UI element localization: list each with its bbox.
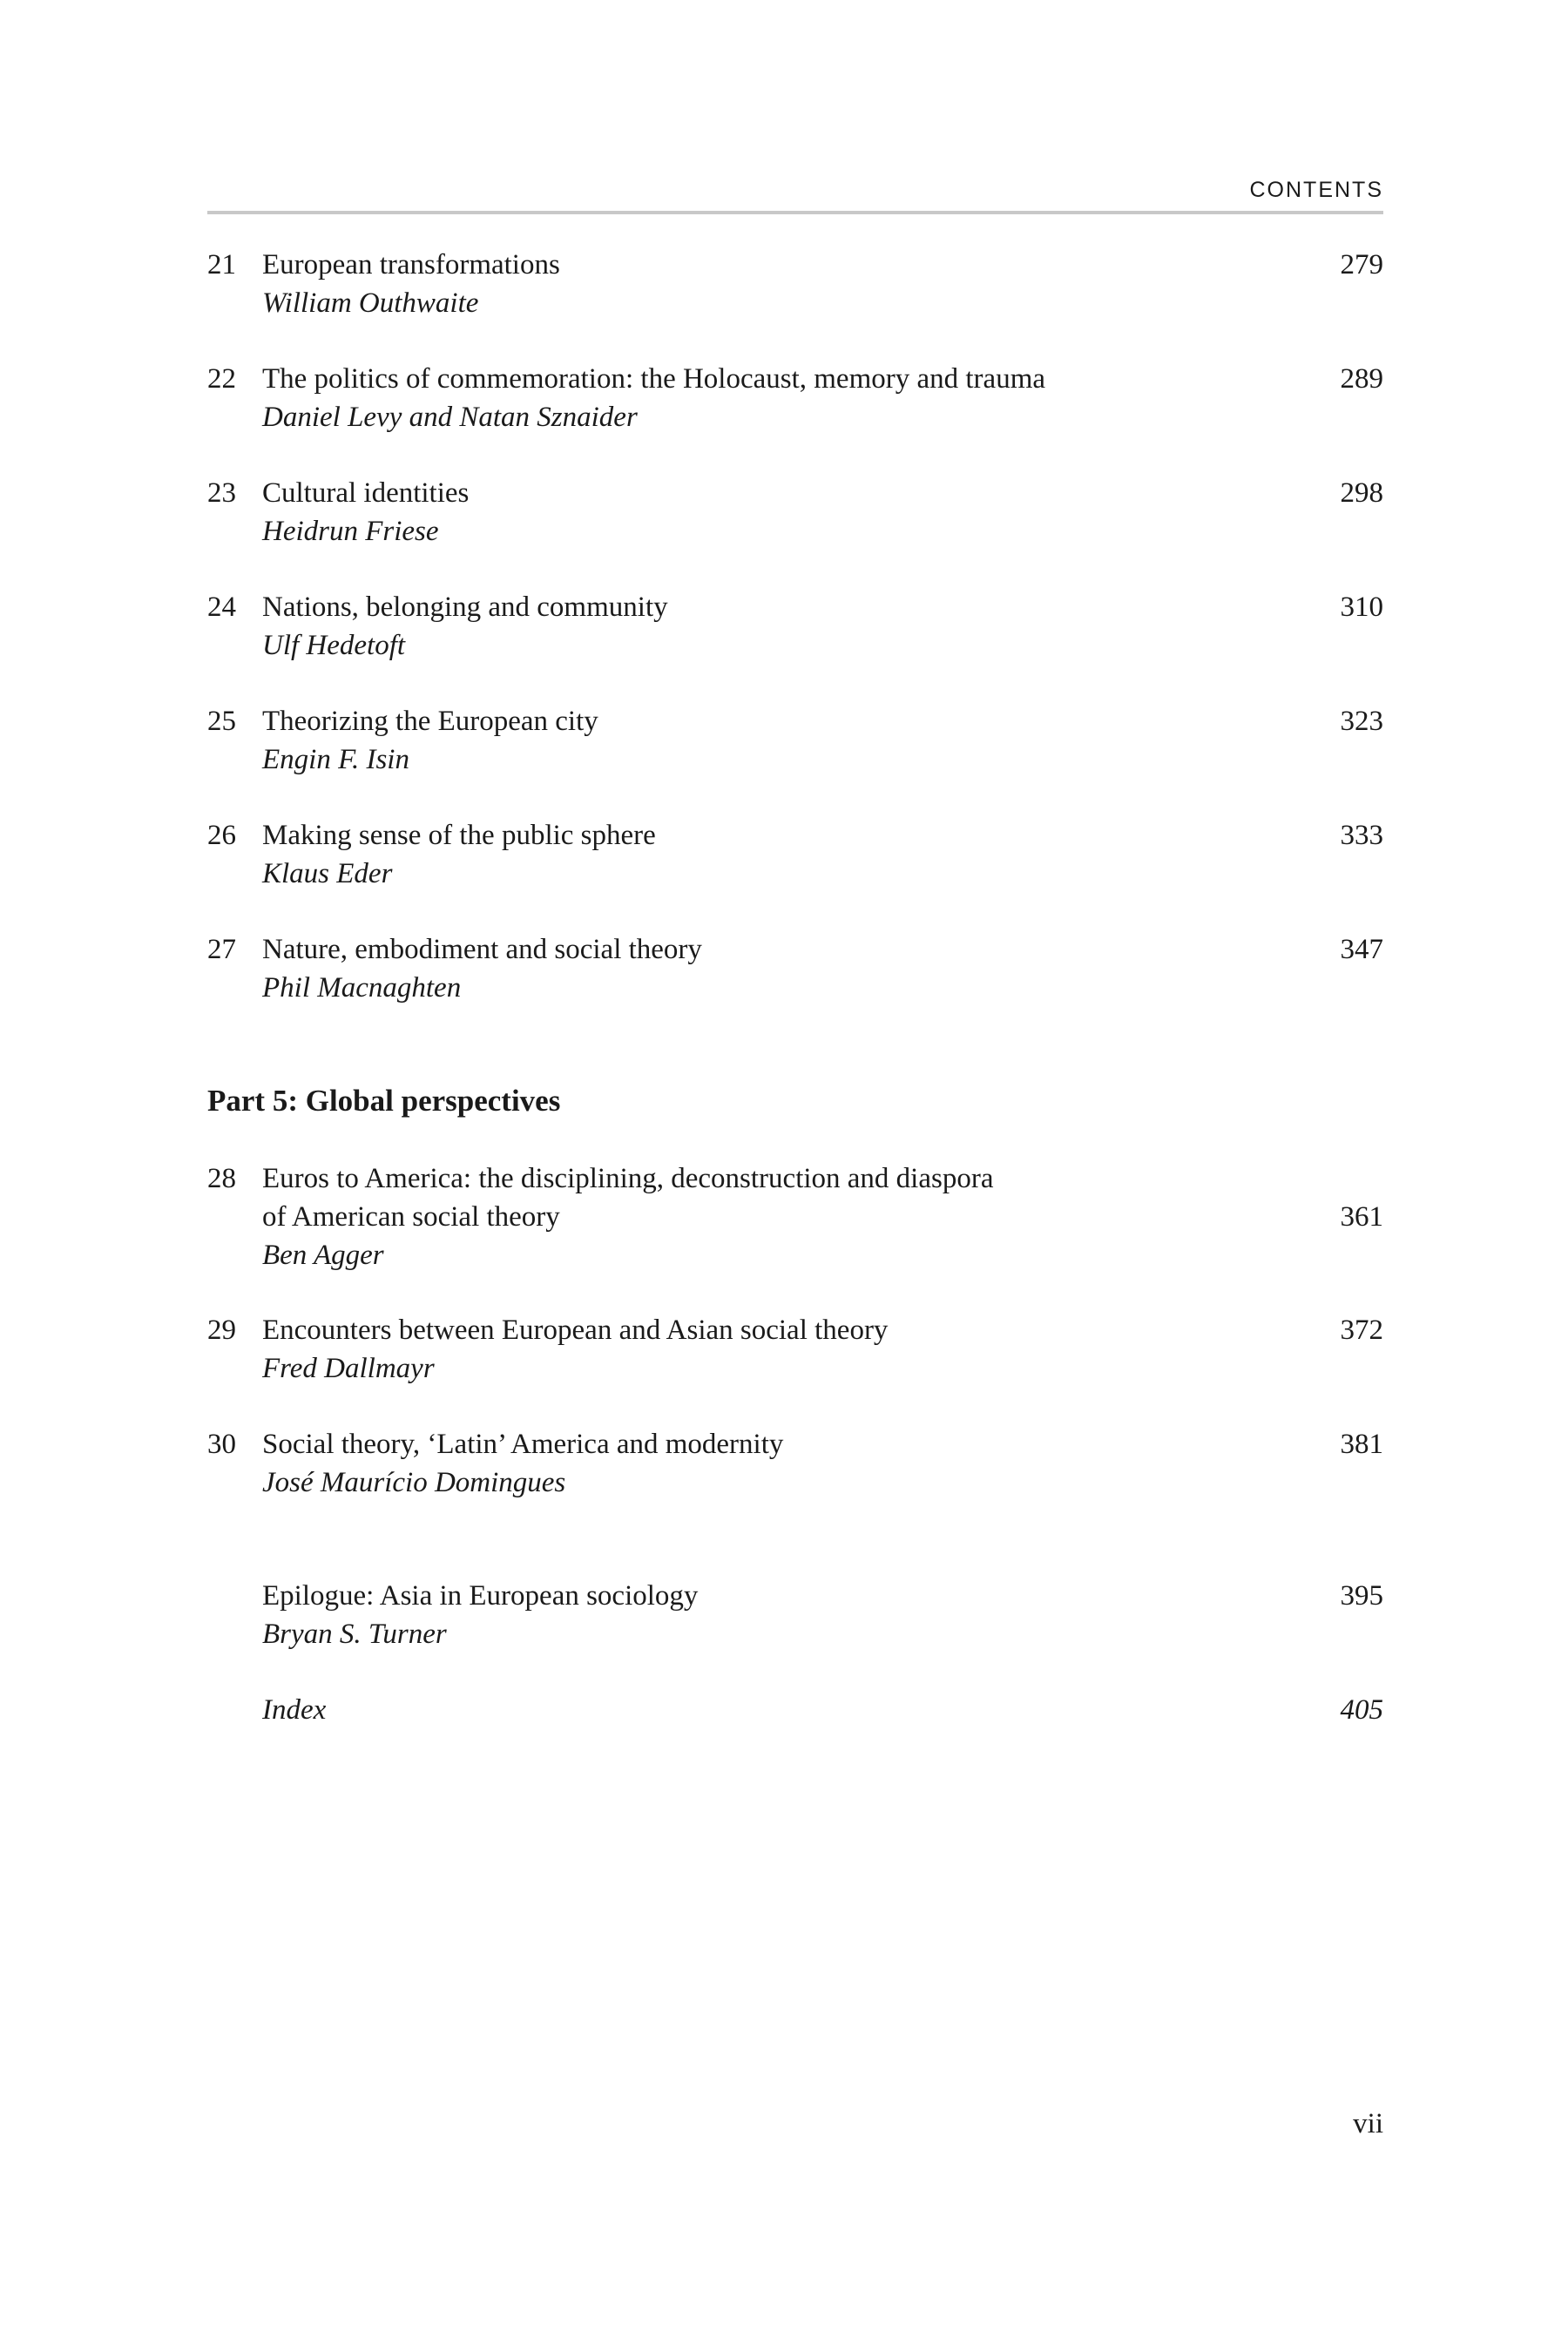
- page-number: 333: [1340, 820, 1383, 851]
- chapter-author: Ben Agger: [262, 1240, 384, 1271]
- toc-entry-24: [207, 588, 1383, 665]
- chapter-number: 24: [207, 591, 236, 623]
- chapter-title-line-1: Euros to America: the disciplining, deconstruction and diaspora: [262, 1163, 994, 1194]
- epilogue-author: Bryan S. Turner: [262, 1619, 447, 1650]
- chapter-author: Engin F. Isin: [262, 744, 409, 775]
- chapter-author: William Outhwaite: [262, 287, 479, 319]
- page-number: 381: [1340, 1429, 1383, 1460]
- chapter-title: Encounters between European and Asian social theory: [262, 1315, 889, 1346]
- toc-entry-29: [207, 1311, 1383, 1388]
- toc-entry-21: [207, 246, 1383, 322]
- chapter-author: Fred Dallmayr: [262, 1353, 435, 1384]
- chapter-title: European transformations: [262, 249, 560, 280]
- toc-entry-30: [207, 1425, 1383, 1502]
- chapter-number: 29: [207, 1315, 236, 1346]
- chapter-number: 22: [207, 363, 236, 395]
- chapter-author: Phil Macnaghten: [262, 972, 462, 1004]
- page-number: 289: [1340, 363, 1383, 395]
- chapter-title: Theorizing the European city: [262, 706, 598, 737]
- chapter-title: Nature, embodiment and social theory: [262, 934, 702, 965]
- page-number: 310: [1340, 591, 1383, 623]
- part-heading: Part 5: Global perspectives: [207, 1084, 561, 1118]
- chapter-title: Nations, belonging and community: [262, 591, 668, 623]
- chapter-title: The politics of commemoration: the Holocaust, memory and trauma: [262, 363, 1046, 395]
- page-number: 323: [1340, 706, 1383, 737]
- toc-entry-epilogue: [207, 1577, 1383, 1653]
- page-number: 361: [1340, 1201, 1383, 1233]
- chapter-title: Cultural identities: [262, 477, 470, 509]
- chapter-author: Heidrun Friese: [262, 516, 439, 547]
- index-title: Index: [262, 1694, 327, 1726]
- chapter-number: 25: [207, 706, 236, 737]
- toc-entry-27: [207, 930, 1383, 1007]
- page-number: 279: [1340, 249, 1383, 280]
- chapter-author: Daniel Levy and Natan Sznaider: [262, 402, 638, 433]
- epilogue-title: Epilogue: Asia in European sociology: [262, 1580, 699, 1612]
- page-number: 298: [1340, 477, 1383, 509]
- toc-entry-25: [207, 702, 1383, 779]
- chapter-number: 27: [207, 934, 236, 965]
- chapter-number: 23: [207, 477, 236, 509]
- chapter-title-line-2: of American social theory: [262, 1201, 560, 1233]
- chapter-author: Klaus Eder: [262, 858, 393, 889]
- toc-entry-index: [207, 1691, 1383, 1729]
- chapter-number: 21: [207, 249, 236, 280]
- page-number: 395: [1340, 1580, 1383, 1612]
- chapter-title: Making sense of the public sphere: [262, 820, 656, 851]
- page-number: 372: [1340, 1315, 1383, 1346]
- toc-entry-28: [207, 1159, 1383, 1274]
- page-number: 405: [1340, 1694, 1383, 1726]
- chapter-author: Ulf Hedetoft: [262, 630, 406, 661]
- toc-entry-26: [207, 816, 1383, 893]
- chapter-author: José Maurício Domingues: [262, 1467, 566, 1498]
- chapter-number: 26: [207, 820, 236, 851]
- chapter-number: 28: [207, 1163, 236, 1194]
- chapter-number: 30: [207, 1429, 236, 1460]
- toc-entry-23: [207, 474, 1383, 551]
- header-rule: [207, 211, 1383, 214]
- page-number: 347: [1340, 934, 1383, 965]
- toc-entry-22: [207, 360, 1383, 436]
- chapter-title: Social theory, ‘Latin’ America and modernity: [262, 1429, 784, 1460]
- folio-page-number: vii: [1353, 2108, 1383, 2139]
- running-head: CONTENTS: [1249, 178, 1383, 202]
